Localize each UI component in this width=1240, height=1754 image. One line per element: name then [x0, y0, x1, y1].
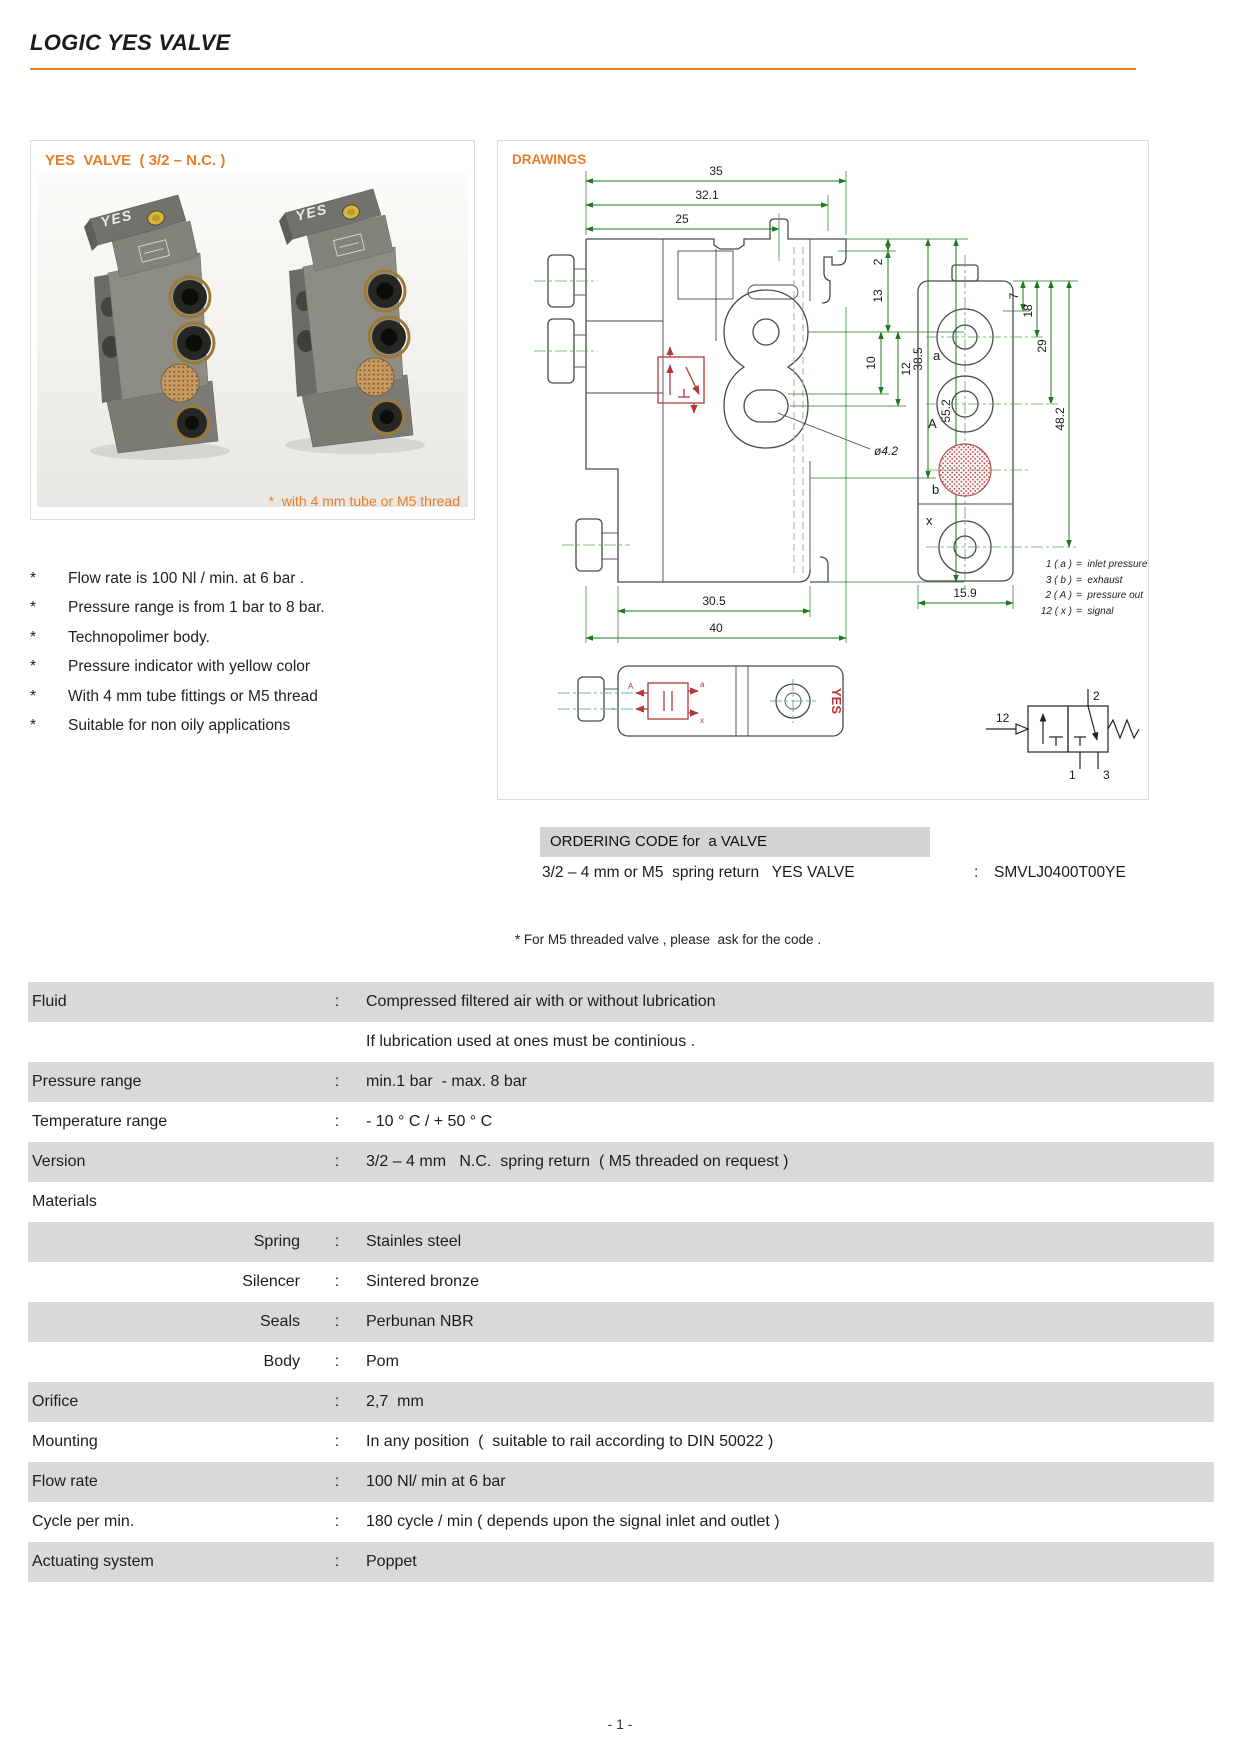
feature-text: Suitable for non oily applications	[68, 717, 291, 735]
bottom-port-A: A	[628, 682, 634, 691]
fitting-profile-bottom	[562, 519, 630, 571]
spec-label: Cycle per min.	[32, 1513, 135, 1530]
feature-text: Flow rate is 100 Nl / min. at 6 bar .	[68, 569, 305, 587]
spec-table	[28, 982, 1214, 1582]
feature-text: Pressure indicator with yellow color	[68, 658, 311, 676]
spec-value: min.1 bar - max. 8 bar	[366, 1073, 527, 1090]
dim-13: 13	[871, 289, 885, 303]
legend-row	[1028, 557, 1147, 573]
feature-item	[30, 653, 325, 683]
feature-text: Technopolimer body.	[68, 628, 210, 646]
spec-colon: :	[334, 1473, 340, 1490]
port-label-a: a	[933, 348, 941, 363]
fitting-profile-top	[534, 255, 598, 307]
legend-row	[1028, 588, 1147, 604]
spec-label: Actuating system	[32, 1553, 154, 1570]
legend-value: = pressure out	[1076, 590, 1143, 601]
legend-value: = inlet pressure	[1076, 559, 1148, 570]
table-row	[28, 1462, 1214, 1502]
ordering-item-label: 3/2 – 4 mm or M5 spring return YES VALVE	[542, 864, 855, 881]
dim-35: 35	[709, 164, 723, 178]
dim-10: 10	[864, 356, 878, 370]
symbol-port-1: 1	[1069, 768, 1076, 782]
spec-value: 180 cycle / min ( depends upon the signal inlet and outlet )	[366, 1513, 780, 1530]
spec-value: Pom	[366, 1353, 399, 1370]
spec-value: - 10 ° C / + 50 ° C	[366, 1113, 493, 1130]
product-photo	[37, 173, 468, 507]
spec-value: Poppet	[366, 1553, 417, 1570]
bullet-asterisk: *	[30, 569, 37, 587]
spec-label: Materials	[32, 1193, 97, 1210]
spec-colon: :	[334, 1113, 340, 1130]
table-row	[28, 1422, 1214, 1462]
feature-list	[30, 564, 325, 741]
feature-item	[30, 594, 325, 624]
feature-item	[30, 712, 325, 742]
drawings-panel-title: DRAWINGS	[512, 152, 587, 167]
bullet-asterisk: *	[30, 599, 37, 617]
port-label-x: x	[926, 513, 933, 528]
drawings-panel	[497, 140, 1149, 800]
table-row	[28, 1102, 1214, 1142]
legend-value: = exhaust	[1076, 574, 1123, 586]
spec-colon: :	[334, 1073, 340, 1090]
bullet-asterisk: *	[30, 658, 37, 676]
dim-2: 2	[871, 258, 885, 266]
feature-item	[30, 682, 325, 712]
feature-item	[30, 623, 325, 653]
spec-colon: :	[334, 993, 340, 1010]
dim-15-9: 15.9	[953, 586, 977, 600]
spec-value: If lubrication used at ones must be continious .	[366, 1033, 696, 1050]
spec-label: Temperature range	[32, 1113, 168, 1130]
spec-label: Silencer	[242, 1273, 300, 1290]
spec-label: Seals	[259, 1313, 300, 1330]
legend-key: 12 ( x )	[1040, 605, 1072, 617]
photo-footnote: * with 4 mm tube or M5 thread	[268, 493, 460, 509]
header-divider	[30, 68, 1136, 70]
photo-panel-title: YES VALVE ( 3/2 – N.C. )	[45, 152, 226, 169]
product-photo-panel	[30, 140, 475, 520]
table-row	[28, 1142, 1214, 1182]
table-row	[28, 1502, 1214, 1542]
table-row	[28, 1302, 1214, 1342]
spec-value: Stainles steel	[366, 1233, 462, 1250]
port-label-b: b	[932, 482, 940, 497]
table-row	[28, 1542, 1214, 1582]
spec-value: Perbunan NBR	[366, 1313, 474, 1330]
legend-value: = signal	[1076, 605, 1114, 617]
table-row	[28, 1222, 1214, 1262]
dim-38-5: 38.5	[911, 347, 925, 371]
dim-hole-diameter: ø4.2	[874, 444, 899, 458]
legend-key: 1 ( a )	[1045, 559, 1072, 570]
legend-row	[1028, 573, 1147, 589]
bullet-asterisk: *	[30, 628, 37, 646]
symbol-port-2: 2	[1093, 689, 1100, 703]
spec-value: Compressed filtered air with or without lubrication	[366, 993, 716, 1010]
table-row	[28, 1022, 1214, 1062]
dim-25: 25	[675, 212, 689, 226]
spec-colon: :	[334, 1513, 340, 1530]
spec-value: 2,7 mm	[366, 1393, 424, 1410]
table-row	[28, 1182, 1214, 1222]
spec-label: Fluid	[32, 993, 67, 1010]
legend-key: 3 ( b )	[1045, 574, 1072, 586]
spec-colon: :	[334, 1273, 340, 1290]
spec-label: Flow rate	[32, 1473, 98, 1490]
bottom-view	[558, 666, 844, 736]
ordering-code-header: ORDERING CODE for a VALVE	[540, 827, 930, 857]
table-row	[28, 982, 1214, 1022]
spec-label: Mounting	[32, 1433, 98, 1450]
spec-label: Spring	[253, 1233, 300, 1250]
ordering-code-value: SMVLJ0400T00YE	[994, 864, 1126, 881]
feature-text: With 4 mm tube fittings or M5 thread	[68, 687, 318, 705]
ordering-colon: :	[974, 864, 979, 881]
spec-value: Sintered bronze	[366, 1273, 479, 1290]
symbol-port-12: 12	[996, 711, 1010, 725]
table-row	[28, 1062, 1214, 1102]
spec-label: Version	[32, 1153, 86, 1170]
page-title: LOGIC YES VALVE	[30, 30, 231, 55]
spec-colon: :	[334, 1353, 340, 1370]
port-legend	[1028, 557, 1147, 619]
spec-colon: :	[334, 1153, 340, 1170]
pneumatic-symbol	[986, 689, 1139, 769]
dim-18: 18	[1021, 304, 1035, 318]
table-row	[28, 1262, 1214, 1302]
ordering-footnote: * For M5 threaded valve , please ask for the code .	[514, 932, 822, 947]
legend-row	[1028, 604, 1147, 620]
dim-48-2: 48.2	[1053, 407, 1067, 431]
bullet-asterisk: *	[30, 717, 37, 735]
spec-colon: :	[334, 1553, 340, 1570]
spec-value: 100 Nl/ min at 6 bar	[366, 1473, 506, 1490]
dim-55-2: 55.2	[939, 399, 953, 423]
spec-colon: :	[334, 1233, 340, 1250]
page-number: - 1 -	[607, 1716, 633, 1732]
dim-7: 7	[1007, 292, 1021, 300]
legend-key: 2 ( A )	[1045, 590, 1072, 601]
front-view-symbol	[658, 347, 704, 413]
spec-value: In any position ( suitable to rail according to DIN 50022 )	[366, 1433, 774, 1450]
spec-colon: :	[334, 1393, 340, 1410]
spec-label: Pressure range	[32, 1073, 142, 1090]
valve-photo-illustration: YES	[37, 173, 468, 507]
side-view	[918, 255, 1078, 609]
table-row	[28, 1382, 1214, 1422]
bottom-view-brand-label: YES	[829, 687, 844, 715]
feature-item	[30, 564, 325, 594]
bullet-asterisk: *	[30, 687, 37, 705]
bottom-port-x: x	[700, 716, 704, 725]
dim-30-5: 30.5	[702, 594, 726, 608]
symbol-port-3: 3	[1103, 768, 1110, 782]
port-label-A: A	[928, 416, 937, 431]
dim-32-1: 32.1	[695, 188, 719, 202]
technical-drawing	[498, 161, 1148, 799]
spec-label: Orifice	[32, 1393, 79, 1410]
fitting-profile-middle	[534, 319, 598, 383]
spec-colon: :	[334, 1433, 340, 1450]
dim-12: 12	[899, 362, 913, 376]
bottom-port-a: a	[700, 680, 705, 689]
spec-value: 3/2 – 4 mm N.C. spring return ( M5 threaded on request )	[366, 1153, 789, 1170]
feature-text: Pressure range is from 1 bar to 8 bar.	[68, 599, 325, 617]
dim-40: 40	[709, 621, 723, 635]
dim-29: 29	[1035, 339, 1049, 353]
table-row	[28, 1342, 1214, 1382]
spec-label: Body	[263, 1353, 300, 1370]
spec-colon: :	[334, 1313, 340, 1330]
